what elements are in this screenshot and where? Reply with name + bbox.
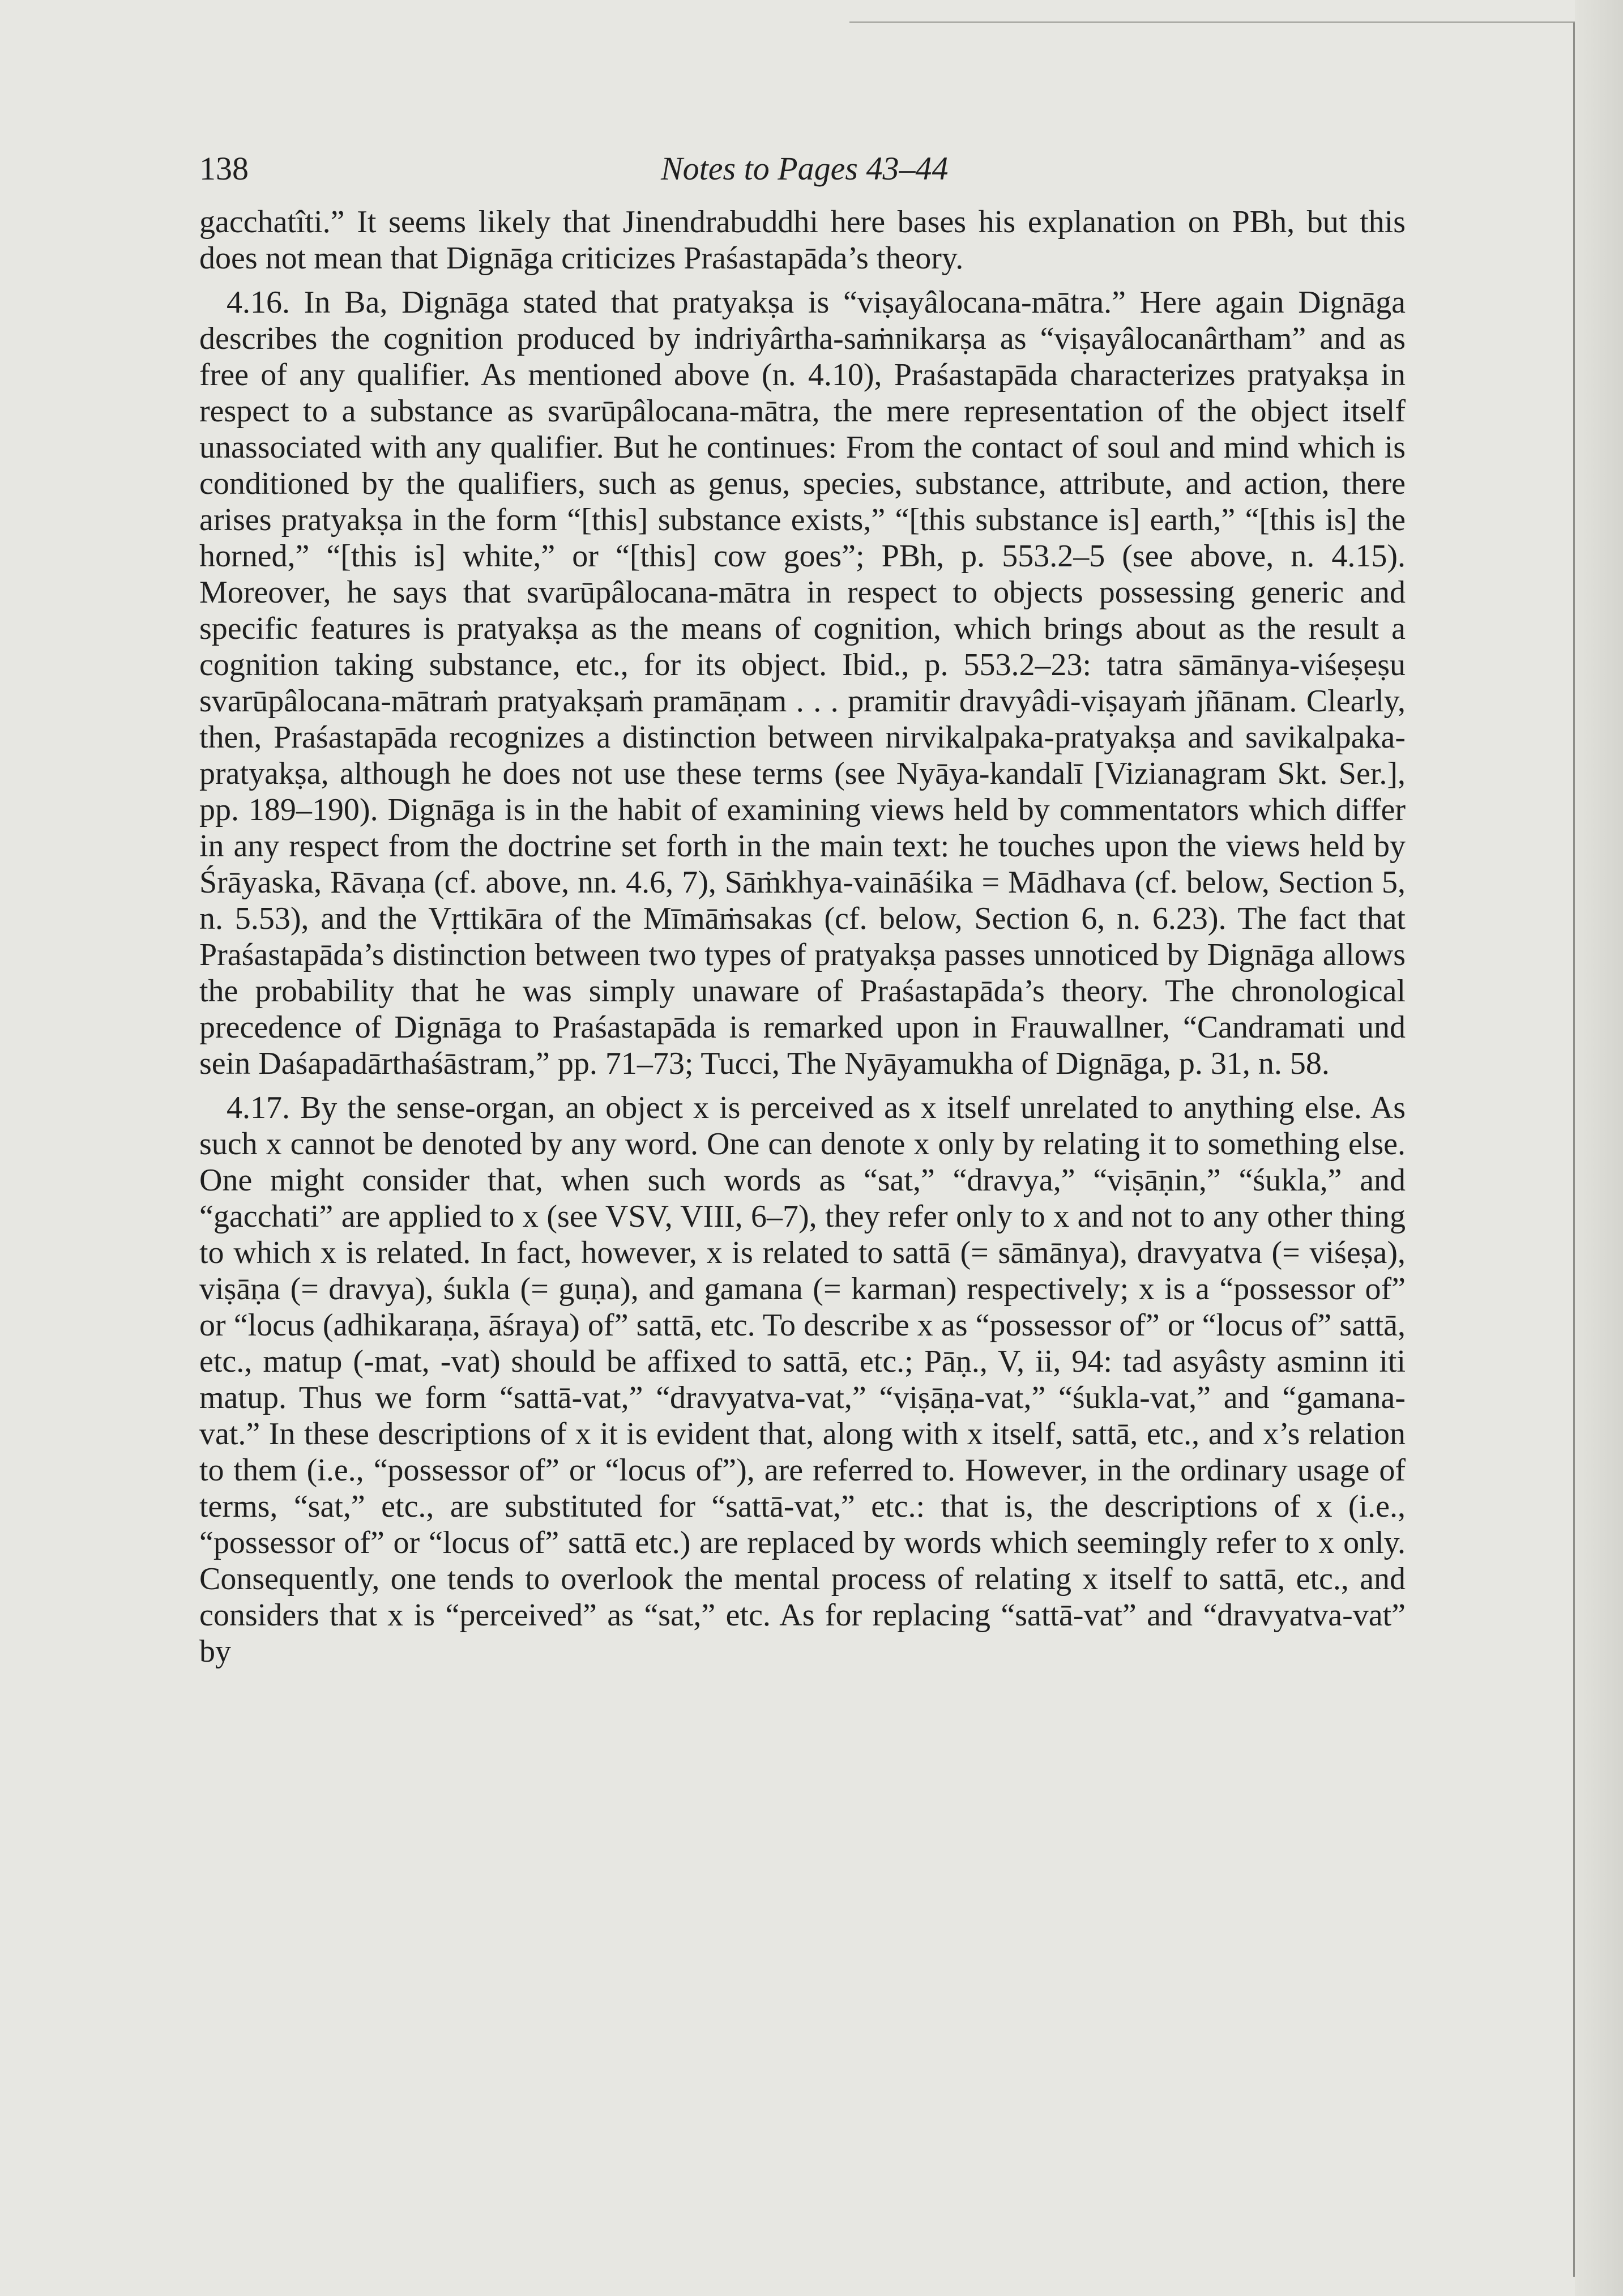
page-top-edge <box>849 22 1575 23</box>
body-text <box>199 204 1406 1670</box>
paragraph-note-4-16: 4.16. In Ba, Dignāga stated that pratyakṣa is “viṣayâlocana-mātra.” Here again Dignāga describes the cognition produced by indriyârtha-saṁnikarṣa as “viṣayâlocanârtham” and as free of any qualifier. As mentioned above (n. 4.10), Praśastapāda characterizes pratyakṣa in respect to a substance as svarūpâlocana-mātra, the mere representation of the object itself unassociated with any qualifier. But he continues: From the contact of soul and mind which is conditioned by the qualifiers, such as genus, species, substance, attribute, and action, there arises pratyakṣa in the form “[this] substance exists,” “[this substance is] earth,” “[this is] the horned,” “[this is] white,” or “[this] cow goes”; PBh, p. 553.2–5 (see above, n. 4.15). Moreover, he says that svarūpâlocana-mātra in respect to objects possessing generic and specific features is pratyakṣa as the means of cognition, which brings about as the result a cognition taking substance, etc., for its object. Ibid., p. 553.2–23: tatra sāmānya-viśeṣeṣu svarūpâlocana-mātraṁ pratyakṣaṁ pramāṇam . . . pramitir dravyâdi-viṣayaṁ jñānam. Clearly, then, Praśastapāda recognizes a distinction between nirvikalpaka-pratyakṣa and savikalpaka-pratyakṣa, although he does not use these terms (see Nyāya-kandalī [Vizianagram Skt. Ser.], pp. 189–190). Dignāga is in the habit of examining views held by commentators which differ in any respect from the doctrine set forth in the main text: he touches upon the views held by Śrāyaska, Rāvaṇa (cf. above, nn. 4.6, 7), Sāṁkhya-vaināśika = Mādhava (cf. below, Section 5, n. 5.53), and the Vṛttikāra of the Mīmāṁsakas (cf. below, Section 6, n. 6.23). The fact that Praśastapāda’s distinction between two types of pratyakṣa passes unnoticed by Dignāga allows the probability that he was simply unaware of Praśastapāda’s theory. The chronological precedence of Dignāga to Praśastapāda is remarked upon in Frauwallner, “Candramati und sein Daśapadārthaśāstram,” pp. 71–73; Tucci, The Nyāyamukha of Dignāga, p. 31, n. 58. <box>199 285 1406 1081</box>
book-spine-edge <box>1573 23 1575 2277</box>
running-head: Notes to Pages 43–44 <box>661 150 949 187</box>
paragraph-note-4-17: 4.17. By the sense-organ, an object x is perceived as x itself unrelated to anything else. As such x cannot be denoted by any word. One can denote x only by relating it to something else. One might consider that, when such words as “sat,” “dravya,” “viṣāṇin,” “śukla,” and “gacchati” are applied to x (see VSV, VIII, 6–7), they refer only to x and not to any other thing to which x is related. In fact, however, x is related to sattā (= sāmānya), dravyatva (= viśeṣa), viṣāṇa (= dravya), śukla (= guṇa), and gamana (= karman) respectively; x is a “possessor of” or “locus (adhikaraṇa, āśraya) of” sattā, etc. To describe x as “possessor of” or “locus of” sattā, etc., matup (-mat, -vat) should be affixed to sattā, etc.; Pāṇ., V, ii, 94: tad asyâsty asminn iti matup. Thus we form “sattā-vat,” “dravyatva-vat,” “viṣāṇa-vat,” “śukla-vat,” and “gamana-vat.” In these descriptions of x it is evident that, along with x itself, sattā, etc., and x’s relation to them (i.e., “possessor of” or “locus of”), are referred to. However, in the ordinary usage of terms, “sat,” etc., are substituted for “sattā-vat,” etc.: that is, the descriptions of x (i.e., “possessor of” or “locus of” sattā etc.) are replaced by words which seemingly refer to x only. Consequently, one tends to overlook the mental process of relating x itself to sattā, etc., and considers that x is “perceived” as “sat,” etc. As for replacing “sattā-vat” and “dravyatva-vat” by <box>199 1090 1406 1669</box>
paragraph-continuation: gacchatîti.” It seems likely that Jinendrabuddhi here bases his explanation on PBh, but this does not mean that Dignāga criticizes Praśastapāda’s theory. <box>199 204 1406 276</box>
page-number: 138 <box>199 150 249 187</box>
book-spine-shadow <box>1575 0 1623 2296</box>
page-header <box>199 146 1400 191</box>
